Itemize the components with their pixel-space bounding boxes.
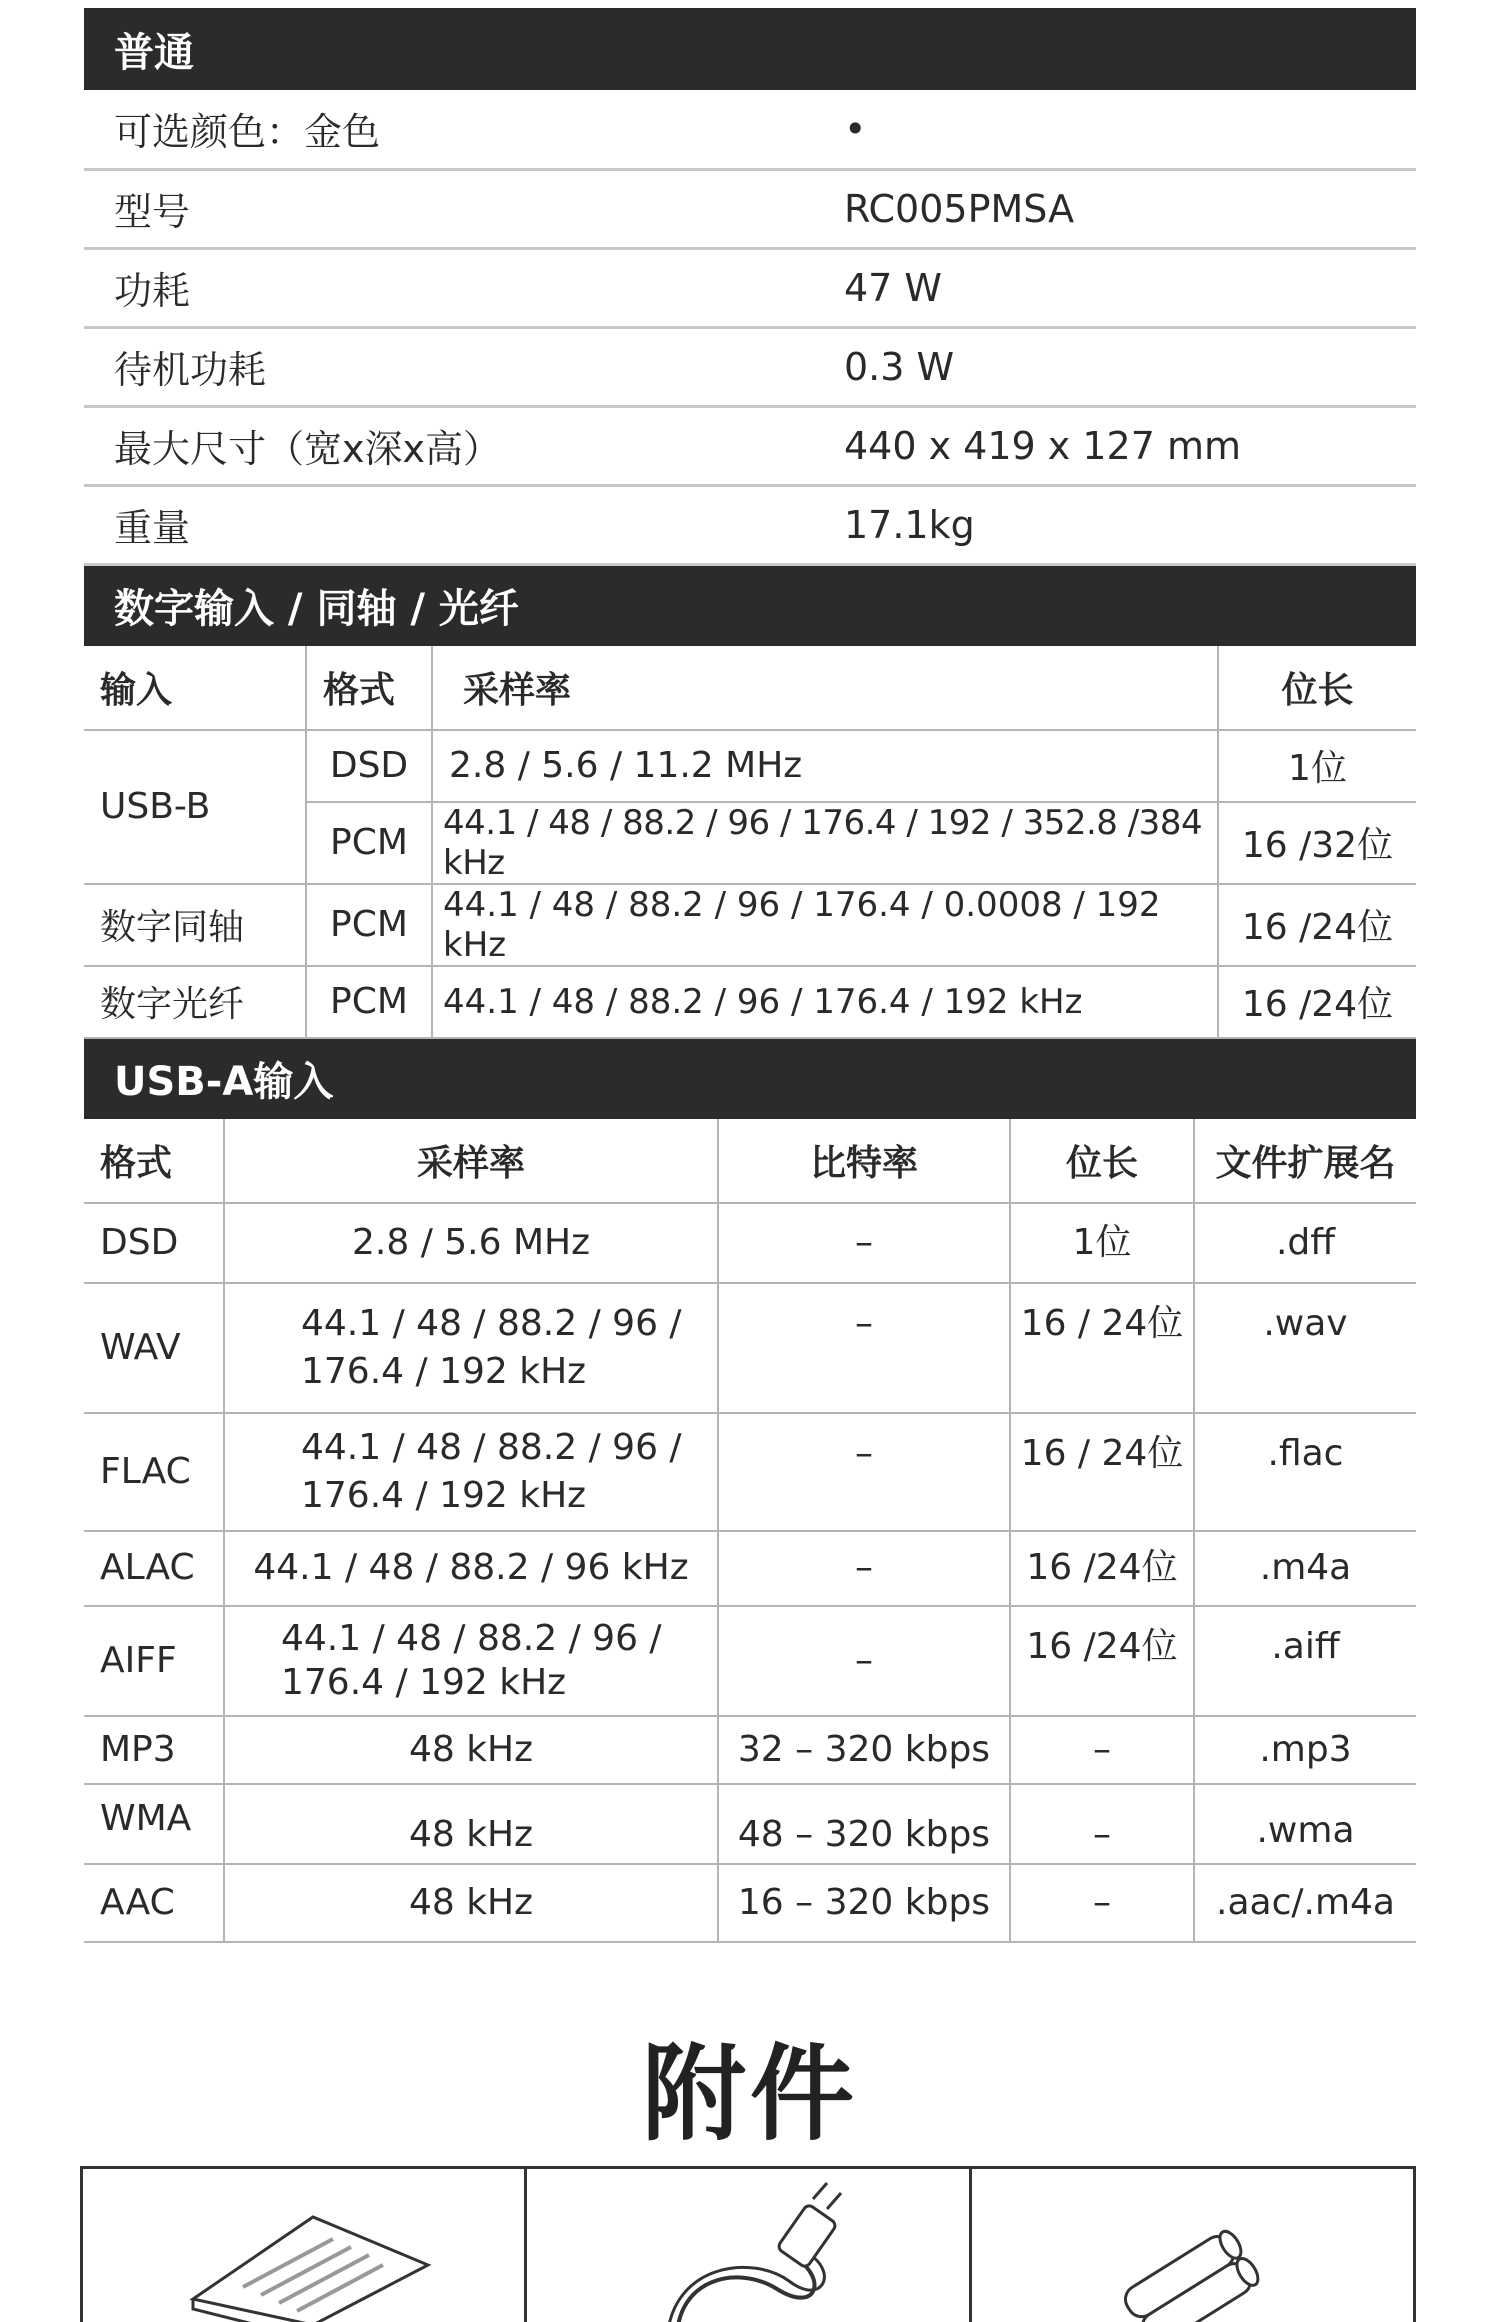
input-cell: 数字光纤: [84, 966, 306, 1038]
table-row: [84, 1606, 1416, 1716]
spec-value: RC005PMSA: [844, 169, 1416, 248]
rate-cell: 44.1 / 48 / 88.2 / 96 / 176.4 / 0.0008 / 192 kHz: [432, 884, 1218, 966]
table-row: [84, 966, 1416, 1038]
input-cell: USB-B: [84, 730, 306, 884]
bitrate-cell: –: [718, 1531, 1010, 1606]
extension-cell: .aac/.m4a: [1194, 1864, 1416, 1942]
rate-line: 44.1 / 48 / 88.2 / 96 kHz: [253, 1547, 689, 1588]
accessory-item: [527, 2169, 971, 2322]
section-header-usba: [84, 1039, 1416, 1119]
spec-value: 440 x 419 x 127 mm: [844, 406, 1416, 485]
bitrate-cell: –: [718, 1283, 1010, 1413]
accessories-grid: [80, 2166, 1416, 2322]
bitrate-cell: 32 – 320 kbps: [718, 1716, 1010, 1784]
section-header-digital: [84, 566, 1416, 646]
rate-line: 48 kHz: [408, 1881, 534, 1923]
table-row: [84, 248, 1416, 327]
table-row: [84, 485, 1416, 564]
rate-cell: 44.1 / 48 / 88.2 / 96 / 176.4 / 192 / 352.8 /384 kHz: [432, 802, 1218, 884]
table-row: [84, 1784, 1416, 1864]
extension-cell: .flac: [1194, 1413, 1416, 1531]
bits-cell: –: [1010, 1784, 1194, 1864]
table-header-row: [84, 646, 1416, 730]
bits-cell: –: [1010, 1716, 1194, 1784]
extension-cell: .wma: [1194, 1784, 1416, 1864]
accessory-item: [83, 2169, 527, 2322]
spec-label: 可选颜色：金色: [84, 90, 844, 169]
general-table: [84, 90, 1416, 566]
bits-cell: 1位: [1218, 730, 1416, 802]
batteries-icon: [972, 2169, 1413, 2322]
table-row: [84, 884, 1416, 966]
extension-cell: .mp3: [1194, 1716, 1416, 1784]
manual-icon: [83, 2169, 525, 2322]
format-cell: DSD: [84, 1203, 224, 1283]
column-header: 位长: [1010, 1119, 1194, 1203]
table-row: [84, 1283, 1416, 1413]
bits-cell: 16 / 24位: [1010, 1413, 1194, 1531]
column-header: 输入: [84, 646, 306, 730]
spec-label: 重量: [84, 485, 844, 564]
table-header-row: [84, 1119, 1416, 1203]
bits-cell: 16 /24位: [1010, 1606, 1194, 1716]
spec-label: 待机功耗: [84, 327, 844, 406]
spec-label: 型号: [84, 169, 844, 248]
rate-cell: [224, 1716, 718, 1784]
bitrate-cell: –: [718, 1203, 1010, 1283]
accessories-title: 附件: [641, 2033, 858, 2155]
rate-cell: [224, 1413, 718, 1531]
table-row: [84, 1413, 1416, 1531]
extension-cell: .m4a: [1194, 1531, 1416, 1606]
format-cell: PCM: [306, 966, 432, 1038]
column-header: 比特率: [718, 1119, 1010, 1203]
spec-value: 47 W: [844, 248, 1416, 327]
section-header-general: [84, 8, 1416, 90]
table-row: [84, 1864, 1416, 1942]
rate-line: 48 kHz: [408, 1813, 534, 1855]
rate-cell: [224, 1283, 718, 1413]
table-row: [84, 327, 1416, 406]
column-header: 采样率: [224, 1119, 718, 1203]
bits-cell: 16 / 24位: [1010, 1283, 1194, 1413]
rate-cell: [224, 1531, 718, 1606]
extension-cell: .aiff: [1194, 1606, 1416, 1716]
rate-cell: [224, 1784, 718, 1864]
column-header: 位长: [1218, 646, 1416, 730]
bitrate-cell: 48 – 320 kbps: [718, 1784, 1010, 1864]
rate-line: 176.4 / 192 kHz: [281, 1661, 567, 1703]
rate-cell: [224, 1864, 718, 1942]
format-cell: AIFF: [84, 1606, 224, 1716]
rate-line: 2.8 / 5.6 MHz: [352, 1221, 590, 1263]
format-cell: AAC: [84, 1864, 224, 1942]
bits-cell: 16 /24位: [1218, 884, 1416, 966]
digital-input-table: [84, 646, 1416, 1039]
extension-cell: .dff: [1194, 1203, 1416, 1283]
input-cell: 数字同轴: [84, 884, 306, 966]
extension-cell: .wav: [1194, 1283, 1416, 1413]
rate-line: 44.1 / 48 / 88.2 / 96 /: [281, 1617, 662, 1659]
spec-label: 最大尺寸（宽x深x高）: [84, 406, 844, 485]
spec-value: 17.1kg: [844, 485, 1416, 564]
rate-line: 176.4 / 192 kHz: [301, 1474, 587, 1516]
table-row: [84, 169, 1416, 248]
spec-value: 0.3 W: [844, 327, 1416, 406]
accessory-item: [972, 2169, 1413, 2322]
rate-cell: 44.1 / 48 / 88.2 / 96 / 176.4 / 192 kHz: [432, 966, 1218, 1038]
table-row: [84, 90, 1416, 169]
section-title: 普通: [114, 29, 194, 76]
table-row: [84, 730, 1416, 802]
column-header: 文件扩展名: [1194, 1119, 1416, 1203]
bitrate-cell: –: [718, 1413, 1010, 1531]
bits-cell: –: [1010, 1864, 1194, 1942]
spec-label: 功耗: [84, 248, 844, 327]
format-cell: PCM: [306, 802, 432, 884]
spec-sheet: [84, 0, 1416, 1943]
section-title: USB-A输入: [114, 1059, 334, 1105]
bits-cell: 16 /32位: [1218, 802, 1416, 884]
format-cell: PCM: [306, 884, 432, 966]
bitrate-cell: –: [718, 1606, 1010, 1716]
bits-cell: 16 /24位: [1218, 966, 1416, 1038]
bitrate-cell: 16 – 320 kbps: [718, 1864, 1010, 1942]
table-row: [84, 1716, 1416, 1784]
column-header: 格式: [306, 646, 432, 730]
rate-cell: [224, 1606, 718, 1716]
power-cable-icon: [527, 2169, 969, 2322]
bits-cell: 16 /24位: [1010, 1531, 1194, 1606]
format-cell: FLAC: [84, 1413, 224, 1531]
rate-line: 44.1 / 48 / 88.2 / 96 /: [301, 1302, 682, 1344]
usba-input-table: [84, 1119, 1416, 1943]
bits-cell: 1位: [1010, 1203, 1194, 1283]
format-cell: WAV: [84, 1283, 224, 1413]
table-row: [84, 406, 1416, 485]
section-title: 数字输入 / 同轴 / 光纤: [114, 586, 519, 632]
format-cell: WMA: [84, 1784, 224, 1864]
rate-line: 176.4 / 192 kHz: [301, 1350, 587, 1392]
rate-line: 44.1 / 48 / 88.2 / 96 /: [301, 1426, 682, 1468]
column-header: 采样率: [432, 646, 1218, 730]
format-cell: MP3: [84, 1716, 224, 1784]
spec-value: •: [844, 90, 1416, 169]
rate-line: 48 kHz: [408, 1728, 534, 1770]
rate-cell: [224, 1203, 718, 1283]
rate-cell: 2.8 / 5.6 / 11.2 MHz: [432, 730, 1218, 802]
format-cell: DSD: [306, 730, 432, 802]
table-row: [84, 1531, 1416, 1606]
column-header: 格式: [84, 1119, 224, 1203]
format-cell: ALAC: [84, 1531, 224, 1606]
table-row: [84, 1203, 1416, 1283]
